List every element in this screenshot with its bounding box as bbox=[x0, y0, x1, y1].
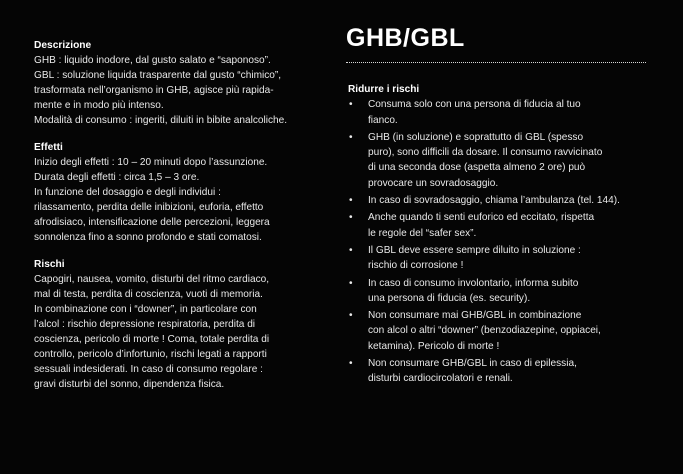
text-line: Consuma solo con una persona di fiducia al tuo bbox=[368, 99, 581, 111]
list-item bbox=[348, 308, 658, 354]
text-line: controllo, pericolo d’infortunio, rischi legati a rapporti bbox=[34, 349, 267, 360]
list-item bbox=[348, 130, 658, 191]
text-line: GHB (in soluzione) e soprattutto di GBL (spesso bbox=[368, 131, 584, 143]
text-line: puro), sono difficili da dosare. Il consumo ravvicinato bbox=[368, 147, 603, 159]
text-line: afrodisiaco, intensificazione delle percezioni, leggera bbox=[34, 217, 270, 228]
text-line: Non consumare GHB/GBL in caso di epilessia, bbox=[368, 358, 577, 370]
section-heading: Descrizione bbox=[34, 40, 92, 51]
text-line: gravi disturbi del sonno, dipendenza fisica. bbox=[34, 379, 225, 390]
list-item bbox=[348, 97, 658, 128]
text-line: mente e in modo più intenso. bbox=[34, 100, 164, 111]
list-item bbox=[348, 243, 658, 274]
bullet-icon: • bbox=[349, 310, 353, 322]
text-line: In caso di sovradosaggio, chiama l’ambulanza (tel. 144). bbox=[368, 195, 620, 207]
text-line: ketamina). Pericolo di morte ! bbox=[368, 340, 500, 352]
text-line: Inizio degli effetti : 10 – 20 minuti dopo l’assunzione. bbox=[34, 157, 268, 168]
text-line: provocare un sovradosaggio. bbox=[368, 177, 499, 189]
text-line: In caso di consumo involontario, informa subito bbox=[368, 277, 579, 289]
page-title: GHB/GBL bbox=[346, 24, 465, 52]
bullet-icon: • bbox=[349, 195, 353, 207]
text-line: trasformata nell’organismo in GHB, agisce più rapida- bbox=[34, 85, 274, 96]
text-line: sonnolenza fino a sonno profondo e stati comatosi. bbox=[34, 232, 262, 243]
section-rischi bbox=[34, 257, 334, 392]
list-item bbox=[348, 276, 658, 307]
bullet-icon: • bbox=[349, 131, 353, 143]
text-line: GHB : liquido inodore, dal gusto salato e “saponoso”. bbox=[34, 55, 271, 66]
bullet-icon: • bbox=[349, 277, 353, 289]
text-line: GBL : soluzione liquida trasparente dal gusto “chimico”, bbox=[34, 70, 282, 81]
right-column bbox=[348, 82, 658, 389]
dotted-divider bbox=[346, 62, 646, 63]
list-item bbox=[348, 193, 658, 208]
bullet-icon: • bbox=[349, 244, 353, 256]
list-item bbox=[348, 356, 658, 387]
left-column bbox=[34, 38, 334, 404]
text-line: Capogiri, nausea, vomito, disturbi del ritmo cardiaco, bbox=[34, 274, 270, 285]
section-heading: Rischi bbox=[34, 259, 65, 270]
bullet-icon: • bbox=[349, 99, 353, 111]
text-line: Il GBL deve essere sempre diluito in soluzione : bbox=[368, 244, 581, 256]
risk-reduction-list bbox=[348, 97, 658, 386]
section-heading-ridurre-rischi: Ridurre i rischi bbox=[348, 84, 420, 95]
text-line: disturbi cardiocircolatori e renali. bbox=[368, 373, 513, 385]
text-line: con alcol o altri “downer” (benzodiazepine, oppiacei, bbox=[368, 325, 601, 337]
text-line: In funzione del dosaggio e degli individui : bbox=[34, 187, 221, 198]
text-line: una persona di fiducia (es. security). bbox=[368, 292, 531, 304]
section-heading: Effetti bbox=[34, 142, 63, 153]
text-line: rischio di corrosione ! bbox=[368, 260, 464, 272]
list-item bbox=[348, 210, 658, 241]
text-line: le regole del “safer sex”. bbox=[368, 227, 477, 239]
text-line: Durata degli effetti : circa 1,5 – 3 ore. bbox=[34, 172, 200, 183]
text-line: coscienza, pericolo di morte ! Coma, totale perdita di bbox=[34, 334, 270, 345]
text-line: rilassamento, perdita delle inibizioni, euforia, effetto bbox=[34, 202, 264, 213]
section-descrizione bbox=[34, 38, 334, 128]
text-line: sessuali indesiderati. In caso di consumo regolare : bbox=[34, 364, 263, 375]
section-effetti bbox=[34, 140, 334, 245]
bullet-icon: • bbox=[349, 212, 353, 224]
text-line: l’alcol : rischio depressione respiratoria, perdita di bbox=[34, 319, 256, 330]
text-line: Modalità di consumo : ingeriti, diluiti in bibite analcoliche. bbox=[34, 115, 288, 126]
text-line: mal di testa, perdita di coscienza, vuoti di memoria. bbox=[34, 289, 263, 300]
text-line: Anche quando ti senti euforico ed eccitato, rispetta bbox=[368, 212, 595, 224]
text-line: di una seconda dose (aspetta almeno 2 ore) può bbox=[368, 162, 586, 174]
bullet-icon: • bbox=[349, 358, 353, 370]
text-line: In combinazione con i “downer”, in particolare con bbox=[34, 304, 257, 315]
text-line: Non consumare mai GHB/GBL in combinazione bbox=[368, 310, 582, 322]
text-line: fianco. bbox=[368, 114, 398, 126]
